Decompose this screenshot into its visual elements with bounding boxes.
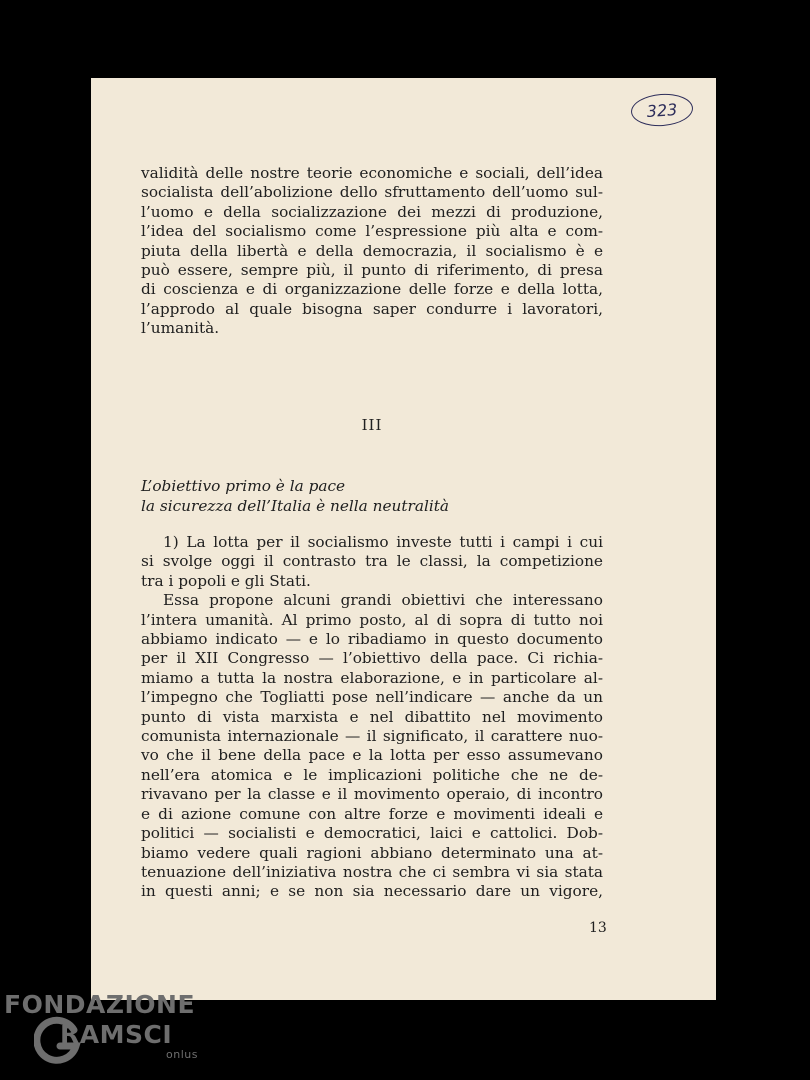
text-line: l’idea del socialismo come l’espressione più alta e com- — [141, 222, 603, 241]
text-line: in questi anni; e se non sia necessario dare un vigore, — [141, 882, 603, 901]
text-line: l’impegno che Togliatti pose nell’indicare — anche da un — [141, 688, 603, 707]
text-line: si svolge oggi il contrasto tra le classi, la competizione — [141, 552, 603, 571]
archive-number: 323 — [646, 99, 678, 121]
page-number: 13 — [589, 920, 607, 936]
text-line: tra i popoli e gli Stati. — [141, 571, 311, 590]
text-line: 1) La lotta per il socialismo investe tutti i campi i cui — [163, 533, 603, 551]
document-page — [91, 78, 716, 1000]
text-line: nell’era atomica e le implicazioni politiche che ne de- — [141, 765, 603, 784]
paragraph-2 — [141, 591, 603, 902]
fondazione-gramsci-logo — [4, 990, 204, 1075]
text-line: punto di vista marxista e nel dibattito nel movimento — [141, 707, 603, 726]
text-line: miamo a tutta la nostra elaborazione, e in particolare al- — [141, 668, 603, 687]
logo-line-2: RAMSCI — [60, 1020, 173, 1049]
paragraph-1 — [141, 533, 603, 591]
text-line: può essere, sempre più, il punto di riferimento, di presa — [141, 261, 603, 280]
text-line: e di azione comune con altre forze e movimenti ideali e — [141, 804, 603, 823]
text-line: validità delle nostre teorie economiche e sociali, dell’idea — [141, 164, 603, 182]
text-line: l’uomo e della socializzazione dei mezzi di produzione, — [141, 202, 603, 221]
text-line: politici — socialisti e democratici, laici e cattolici. Dob- — [141, 824, 603, 843]
logo-line-1: FONDAZIONE — [4, 990, 196, 1019]
text-line: comunista internazionale — il significato, il carattere nuo- — [141, 727, 603, 746]
section-title — [141, 476, 603, 516]
text-line: Essa propone alcuni grandi obiettivi che interessano — [163, 591, 603, 610]
section-number: III — [361, 416, 383, 434]
text-line: l’approdo al quale bisogna saper condurre i lavoratori, — [141, 299, 603, 318]
text-line: piuta della libertà e della democrazia, il socialismo è e — [141, 241, 603, 260]
text-line: l’intera umanità. Al primo posto, al di sopra di tutto noi — [141, 610, 603, 629]
text-line: socialista dell’abolizione dello sfruttamento dell’uomo sul- — [141, 183, 603, 202]
archive-number-stamp — [630, 92, 694, 128]
logo-line-3: onlus — [166, 1048, 198, 1061]
text-line: tenuazione dell’iniziativa nostra che ci sembra vi sia stata — [141, 862, 603, 881]
section-title-line: L’obiettivo primo è la pace — [141, 477, 346, 495]
top-paragraph — [141, 164, 603, 339]
text-line: per il XII Congresso — l’obiettivo della pace. Ci richia- — [141, 649, 603, 668]
text-line: l’umanità. — [141, 319, 220, 338]
text-line: abbiamo indicato — e lo ribadiamo in questo documento — [141, 630, 603, 649]
text-line: vo che il bene della pace e la lotta per esso assumevano — [141, 746, 603, 765]
text-line: rivavano per la classe e il movimento operaio, di incontro — [141, 785, 603, 804]
body-text — [141, 533, 603, 902]
text-line: di coscienza e di organizzazione delle forze e della lotta, — [141, 280, 603, 299]
text-line: biamo vedere quali ragioni abbiano determinato una at- — [141, 843, 603, 862]
section-subtitle-line: la sicurezza dell’Italia è nella neutralità — [141, 497, 450, 515]
